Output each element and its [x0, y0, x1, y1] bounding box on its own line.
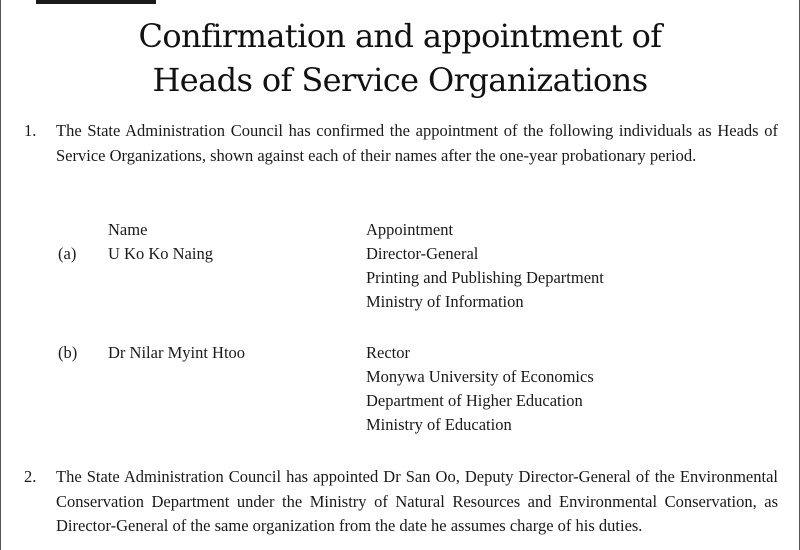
- paragraph-1-number: 1.: [24, 121, 37, 140]
- entry-b-appointment-line-2: Monywa University of Economics: [366, 367, 594, 386]
- entry-b-appointment-line-1: Rector: [366, 343, 410, 362]
- header-name: Name: [108, 220, 148, 239]
- paragraph-2-number: 2.: [24, 467, 37, 486]
- entry-b-label: (b): [58, 343, 78, 362]
- article-title: [0, 14, 800, 102]
- entry-a-appointment-line-1: Director-General: [366, 244, 479, 263]
- paragraph-1-text: The State Administration Council has confirmed the appointment of the following individuals as Heads of Service Organizations, shown against each of their names after the one-year probationary period.: [56, 121, 778, 165]
- entry-a-name: U Ko Ko Naing: [108, 244, 213, 263]
- entry-a-appointment-line-2: Printing and Publishing Department: [366, 268, 604, 287]
- header-appointment: Appointment: [366, 220, 454, 239]
- paragraph-2-text: The State Administration Council has appointed Dr San Oo, Deputy Director-General of the Environmental Conservation Department under the Ministry of Natural Resources and Environmental Conservation, as Director-General of the same organization from the date he assumes charge of his duties.: [56, 467, 778, 535]
- entry-b-name: Dr Nilar Myint Htoo: [108, 343, 246, 362]
- entry-a-label: (a): [58, 244, 77, 263]
- entry-b-appointment-line-4: Ministry of Education: [366, 415, 512, 434]
- title-line-2: Heads of Service Organizations: [152, 61, 648, 99]
- entry-a-appointment-line-3: Ministry of Information: [366, 292, 524, 311]
- top-rule: [36, 0, 156, 4]
- entry-b-appointment-line-3: Department of Higher Education: [366, 391, 583, 410]
- title-line-1: Confirmation and appointment of: [138, 17, 662, 55]
